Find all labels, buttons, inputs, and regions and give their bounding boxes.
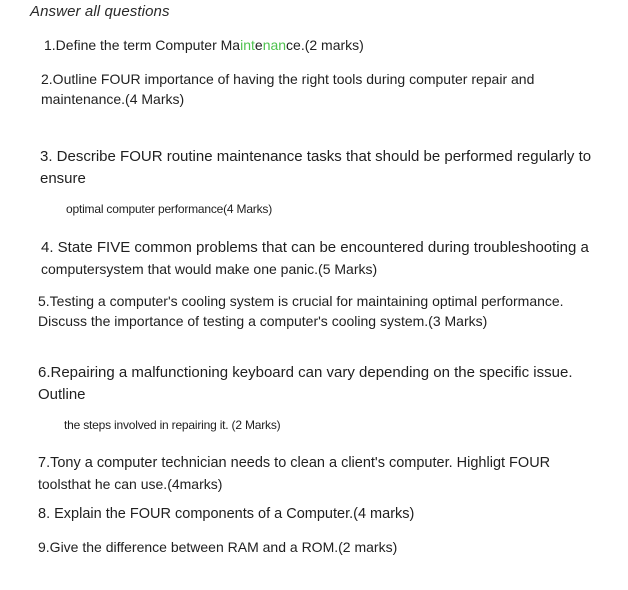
question-6-line-3: the steps involved in repairing it. (2 Marks) [64, 418, 281, 432]
question-7-line-2: toolsthat he can use.(4marks) [38, 476, 223, 492]
instructions-heading: Answer all questions [30, 3, 170, 20]
question-1-prefix: 1.Define the term Computer Ma [44, 37, 241, 53]
question-1-suffix: ce.(2 marks) [286, 37, 364, 53]
question-4-line-2: computersystem that would make one panic.(5 Marks) [41, 261, 378, 277]
question-8: 8. Explain the FOUR components of a Computer.(4 marks) [38, 506, 415, 522]
question-3-line-2: ensure [40, 170, 86, 187]
question-4-line-1: 4. State FIVE common problems that can be encountered during troubleshooting a [41, 239, 589, 256]
question-7-line-1: 7.Tony a computer technician needs to clean a client's computer. Highligt FOUR [38, 455, 551, 471]
question-5-line-2: Discuss the importance of testing a computer's cooling system.(3 Marks) [38, 313, 488, 329]
question-3-line-1: 3. Describe FOUR routine maintenance tasks that should be performed regularly to [40, 148, 592, 165]
question-1-highlight-1: int [240, 37, 255, 53]
question-3-line-3: optimal computer performance(4 Marks) [66, 202, 273, 216]
question-1-highlight-2: nan [262, 37, 287, 53]
question-1 [44, 37, 364, 54]
question-6-line-2: Outline [38, 386, 86, 403]
question-1-mid: e [254, 37, 263, 53]
question-2-line-2: maintenance.(4 Marks) [41, 91, 185, 107]
question-2-line-1: 2.Outline FOUR importance of having the right tools during computer repair and [41, 71, 535, 87]
question-9: 9.Give the difference between RAM and a ROM.(2 marks) [38, 539, 398, 555]
question-5-line-1: 5.Testing a computer's cooling system is crucial for maintaining optimal performance. [38, 293, 564, 309]
question-6-line-1: 6.Repairing a malfunctioning keyboard can vary depending on the specific issue. [38, 364, 573, 381]
